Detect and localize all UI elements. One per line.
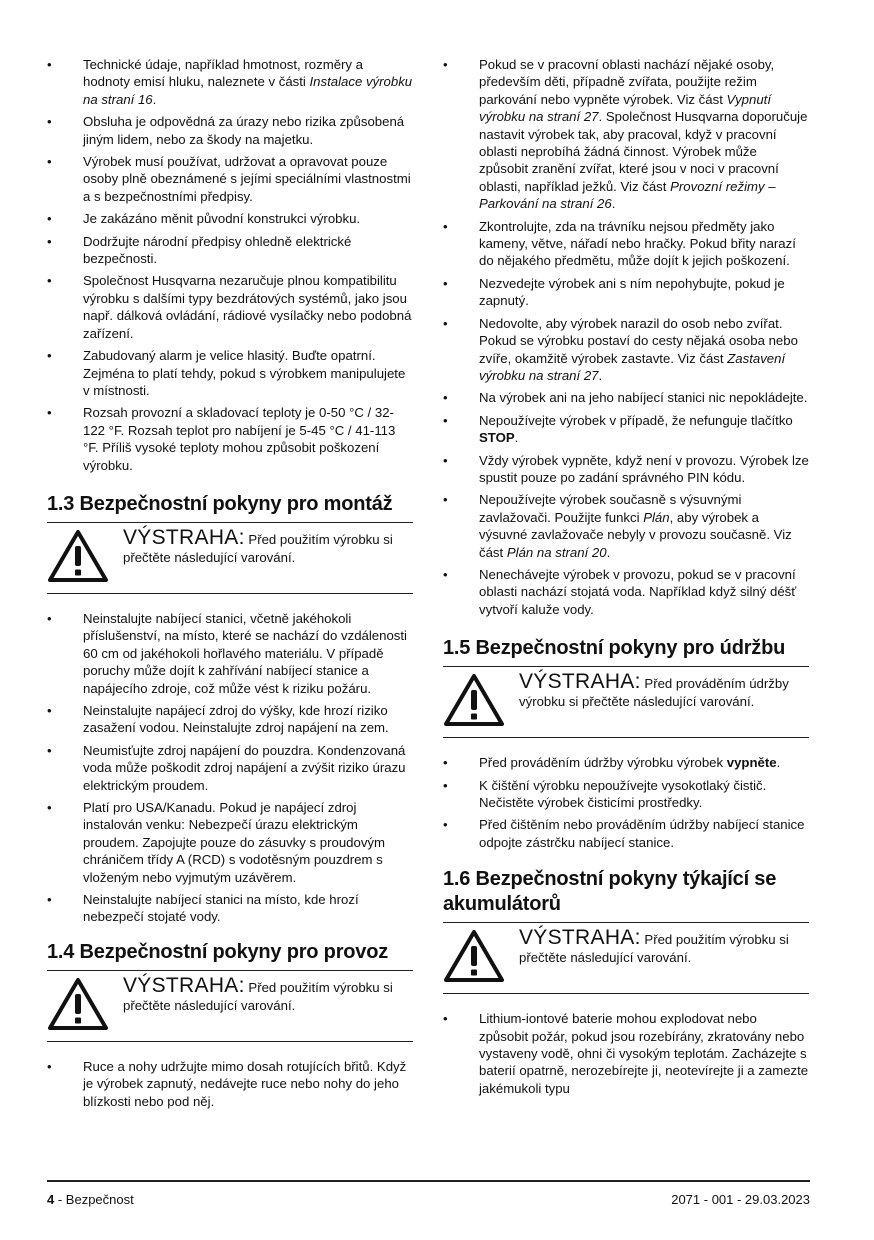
list-item: • Ruce a nohy udržujte mimo dosah rotujících břitů. Když je výrobek zapnutý, nedávejte ruce nebo nohy do jeho blízkosti nebo pod něj. [47,1058,413,1110]
section-1-6-title: 1.6 Bezpečnostní pokyny týkající se akumulátorů [443,868,777,916]
list-item: • Výrobek musí používat, udržovat a opravovat pouze osoby plně obeznámené s jejími speciálními vlastnostmi a s bezpečnostními předpisy. [47,153,413,205]
list-item: • K čištění výrobku nepoužívejte vysokotlaký čistič. Nečistěte výrobek čisticími prostředky. [443,777,809,812]
warning-text: Před použitím výrobku si přečtěte následující varování. [519,932,789,966]
warning-text: Před použitím výrobku si přečtěte následující varování. [123,979,393,1013]
list-item: • Platí pro USA/Kanadu. Pokud je napájecí zdroj instalován venku: Nebezpečí úrazu elektrickým proudem. Zapojujte pouze do zásuvky s proudovým chráničem třídy A (RCD) s vodotěsným pouzdrem s vloženým nebo vyjmutým uzávěrem. [47,799,413,886]
list-item: • Neinstalujte nabíjecí stanici na místo, kde hrozí nebezpečí stojaté vody. [47,891,413,926]
left-column [47,56,413,1115]
operation-list [443,56,809,618]
list-item: • Zabudovaný alarm je velice hlasitý. Buďte opatrní. Zejména to platí tehdy, pokud s výrobkem manipulujete v místnosti. [47,347,413,399]
page-section: - Bezpečnost [54,1192,134,1207]
list-item: • Pokud se v pracovní oblasti nachází nějaké osoby, především děti, případně zvířata, použijte režim parkování nebo vypněte výrobek. Viz část Vypnutí výrobku na straní 27. Společnost Husqvarna doporučuje nastavit výrobek tak, aby pracoval, když v pracovní oblasti neprobíhá žádná činnost. Výrobek může způsobit zranění zvířat, které jsou v noci v pracovní oblasti, například ježků. Viz část Provozní režimy – Parkování na straní 26. [443,56,809,213]
section-1-5-list [443,754,809,851]
footer-page-label [47,1192,134,1207]
warning-label: VÝSTRAHA: [123,973,245,997]
warning-triangle-icon [47,977,109,1031]
warning-box [47,970,413,1042]
list-item: • Rozsah provozní a skladovací teploty je 0-50 °C / 32-122 °F. Rozsah teplot pro nabíjení je 5-45 °C / 41-113 °F. Příliš vysoké teploty mohou způsobit poškození výrobku. [47,404,413,474]
section-1-4-list [47,1058,413,1110]
warning-triangle-icon [443,929,505,983]
section-1-3-list [47,610,413,926]
list-item: • Je zakázáno měnit původní konstrukci výrobku. [47,210,413,227]
list-item: • Nenechávejte výrobek v provozu, pokud se v pracovní oblasti nachází stojatá voda. Například když silný déšť vytvoří kaluže vody. [443,566,809,618]
warning-label: VÝSTRAHA: [519,926,641,950]
warning-label: VÝSTRAHA: [123,525,245,549]
section-1-4-title: 1.4 Bezpečnostní pokyny pro provoz [47,940,389,963]
list-item: • Na výrobek ani na jeho nabíjecí stanici nic nepokládejte. [443,389,809,406]
warning-triangle-icon [47,529,109,583]
list-item: • Neinstalujte napájecí zdroj do výšky, kde hrozí riziko zasažení vodou. Neinstalujte zdroj napájení na zem. [47,702,413,737]
right-column [443,56,809,1102]
warning-box [443,666,809,738]
intro-list [47,56,413,474]
list-item: • Lithium-iontové baterie mohou explodovat nebo způsobit požár, pokud jsou rozebírány, zkratovány nebo vystaveny vodě, ohni či vysokým teplotám. Zacházejte s baterií opatrně, nerozebírejte ji, neotevírejte ji a zamezte jakémukoli typu [443,1010,809,1097]
list-item: • Neinstalujte nabíjecí stanici, včetně jakéhokoli příslušenství, na místo, které se nachází do vzdálenosti 60 cm od jakéhokoli hořlavého materiálu. V případě poruchy může dojít k zahřívání nabíjecí stanice a napájecího zdroje, což může vést k riziku požáru. [47,610,413,697]
warning-box [47,522,413,594]
section-1-5-title: 1.5 Bezpečnostní pokyny pro údržbu [443,637,786,660]
list-item: • Technické údaje, například hmotnost, rozměry a hodnoty emisí hluku, naleznete v části Instalace výrobku na straní 16. [47,56,413,108]
warning-text: Před prováděním údržby výrobku si přečtěte následující varování. [519,676,789,710]
list-item: • Společnost Husqvarna nezaručuje plnou kompatibilitu výrobku s dalšími typy bezdrátových systémů, jako jsou např. dálková ovládání, rádiové vysílačky nebo podobná zařízení. [47,272,413,342]
list-item: • Před prováděním údržby výrobku výrobek vypněte. [443,754,809,771]
footer-doc-code: 2071 - 001 - 29.03.2023 [671,1192,810,1207]
list-item: • Nezvedejte výrobek ani s ním nepohybujte, pokud je zapnutý. [443,275,809,310]
list-item: • Neumisťujte zdroj napájení do pouzdra. Kondenzovaná voda může poškodit zdroj napájení a zvýšit riziko úrazu elektrickým proudem. [47,742,413,794]
list-item: • Dodržujte národní předpisy ohledně elektrické bezpečnosti. [47,233,413,268]
section-1-6-list [443,1010,809,1097]
warning-label: VÝSTRAHA: [519,670,641,694]
page-number: 4 [47,1192,55,1207]
list-item: • Obsluha je odpovědná za úrazy nebo rizika způsobená jiným lidem, nebo za škody na majetku. [47,113,413,148]
section-1-3-title: 1.3 Bezpečnostní pokyny pro montáž [47,492,393,515]
list-item: • Vždy výrobek vypněte, když není v provozu. Výrobek lze spustit pouze po zadání správného PIN kódu. [443,452,809,487]
warning-box [443,922,809,994]
list-item: • Nepoužívejte výrobek v případě, že nefunguje tlačítko STOP. [443,412,809,447]
warning-triangle-icon [443,673,505,727]
list-item: • Před čištěním nebo prováděním údržby nabíjecí stanice odpojte zástrčku nabíjecí stanice. [443,816,809,851]
footer-divider [47,1180,810,1182]
list-item: • Nepoužívejte výrobek současně s výsuvnými zavlažovači. Použijte funkci Plán, aby výrobek a výsuvné zavlažovače nebyly v provozu současně. Viz část Plán na straní 20. [443,491,809,561]
list-item: • Zkontrolujte, zda na trávníku nejsou předměty jako kameny, větve, nářadí nebo hračky. Pokud břity narazí do nějakého předmětu, může dojít k jejich poškození. [443,218,809,270]
warning-text: Před použitím výrobku si přečtěte následující varování. [123,531,393,565]
list-item: • Nedovolte, aby výrobek narazil do osob nebo zvířat. Pokud se výrobku postaví do cesty nějaká osoba nebo zvíře, okamžitě výrobek zastavte. Viz část Zastavení výrobku na straní 27. [443,315,809,385]
